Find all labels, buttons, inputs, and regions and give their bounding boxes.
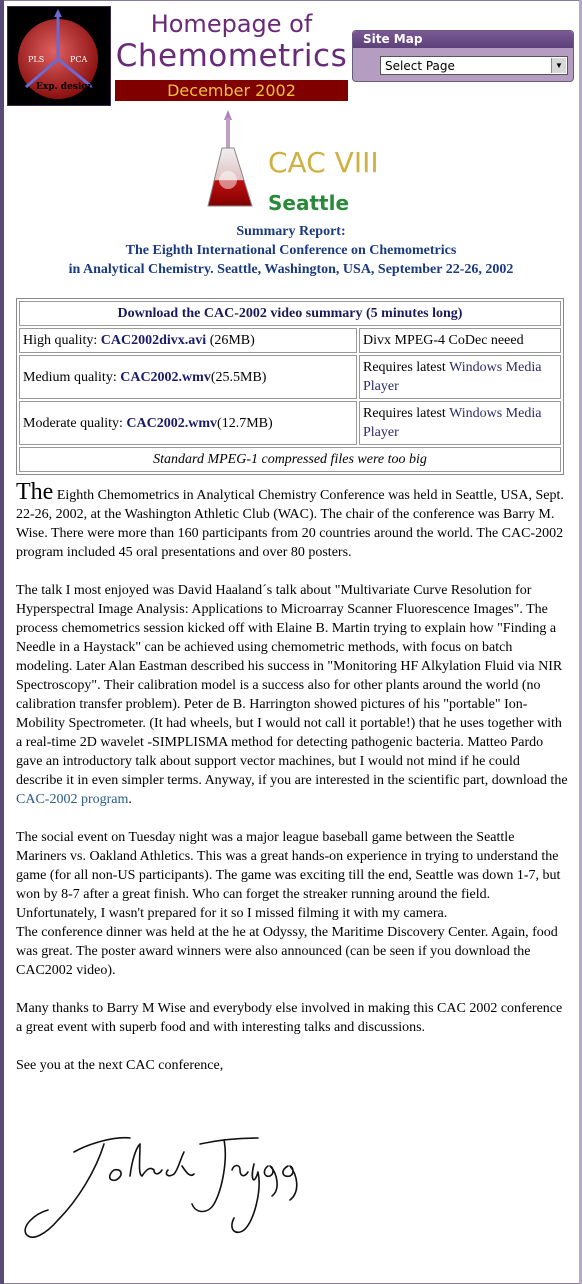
download-link-divx[interactable]: CAC2002divx.avi: [100, 333, 207, 348]
file-size: (12.7MB): [217, 415, 273, 431]
article-paragraph-3: [16, 828, 568, 923]
paragraph-text: .: [128, 792, 132, 807]
site-map-header: [353, 31, 573, 48]
download-table: [16, 298, 564, 475]
article-paragraph-4: [16, 999, 568, 1037]
table-cell-note: [359, 401, 561, 445]
table-cell-note: [359, 355, 561, 399]
table-row: [19, 328, 561, 353]
select-page-dropdown[interactable]: [380, 56, 568, 75]
article-body: [16, 479, 568, 1094]
summary-line2: The Eighth International Conference on Chemometrics: [125, 243, 457, 258]
summary-line3: in Analytical Chemistry. Seattle, Washington, USA, September 22-26, 2002: [68, 262, 514, 277]
table-cell-quality: [19, 355, 357, 399]
download-table-footer: Standard MPEG-1 compressed files were too big: [19, 447, 561, 472]
requirement-note: Requires latest: [363, 406, 450, 421]
cac-logo-city: Seattle: [268, 191, 350, 215]
paragraph-text: The conference dinner was held at the he at Odyssy, the Maritime Discovery Center. Again, food was great. The poster award winners were also announced (can be seen if you download the CAC2002 video).: [16, 925, 558, 978]
logo-pca-label: PCA: [70, 55, 88, 64]
quality-label: Medium quality:: [23, 369, 117, 385]
logo-expdesign-label: Exp. design: [36, 82, 95, 92]
download-link-wmv-medium[interactable]: CAC2002.wmv: [120, 369, 211, 385]
requirement-note: Requires latest: [363, 360, 450, 375]
paragraph-text: The talk I most enjoyed was David Haaland´s talk about "Multivariate Curve Resolution for Hyperspectral Image Analysis: Applications to Microarray Scanner Fluorescence Images". The process chemometrics session kicked off with Elaine B. Martin trying to explain how "Finding a Needle in a Haystack" can be achieved using chemometric methods, with focus on batch modeling. Later Alan Eastman described his success in "Monitoring HF Alkylation Fluid via NIR Spectroscopy". Their calibration model is a success also for other plants around the world (no calibration transfer problem). Peter de B. Harrington showed pictures of his "portable" Ion-Mobility Spectrometer. (It had wheels, but I would not call it portable!) that he uses together with a real-time 2D wavelet -SIMPLISMA method for detecting pathogenic bacteria. Matteo Pardo gave an introductory talk about support vector machines, but I would not mind if he could describe it in even simpler terms. Anyway, if you are interested in the scientific part, download the: [16, 583, 568, 788]
download-link-wmv-moderate[interactable]: CAC2002.wmv: [126, 415, 218, 431]
summary-line1: Summary Report:: [236, 224, 346, 239]
paragraph-text: Eighth Chemometrics in Analytical Chemistry Conference was held in Seattle, USA, Sept. 22-26, 2002, at the Washington Athletic Club (WAC). The chair of the conference was Barry M. Wise. There were more than 160 participants from 20 countries around the world. The CAC-2002 program included 45 oral presentations and over 80 posters.: [16, 488, 564, 560]
article-paragraph-3b: [16, 923, 568, 980]
paragraph-text: Many thanks to Barry M Wise and everybody else involved in making this CAC 2002 conference a great event with superb food and with interesting talks and discussions.: [16, 1001, 563, 1035]
summary-heading: [16, 222, 566, 279]
windows-media-player-link[interactable]: Windows Media Player: [363, 406, 542, 440]
issue-date: December 2002: [115, 80, 348, 101]
site-map-label: Site Map: [363, 32, 423, 46]
article-paragraph-2: [16, 581, 568, 809]
file-size: (25.5MB): [210, 369, 267, 385]
site-title-line1: Homepage of: [150, 10, 313, 38]
download-table-header: Download the CAC-2002 video summary (5 minutes long): [19, 301, 561, 326]
logo-graphic: [8, 7, 110, 105]
windows-media-player-link[interactable]: Windows Media Player: [363, 360, 542, 394]
paragraph-text: The social event on Tuesday night was a major league baseball game between the Seattle Mariners vs. Oakland Athletics. This was a great hands-on experience in trying to understand the game (for all non-US participants). The game was exciting till the end, Seattle was down 1-7, but won by 8-7 after a great finish. Who can forget the streaker running around the field. Unfortunately, I wasn't prepared for it so I missed filming it with my camera.: [16, 830, 561, 921]
left-border: [0, 0, 4, 1284]
logo-pls-label: PLS: [28, 55, 45, 64]
dropcap: The: [16, 479, 54, 505]
site-title-line2: Chemometrics: [115, 38, 348, 74]
table-cell-quality: [19, 328, 357, 353]
cac-program-link[interactable]: CAC-2002 program: [16, 792, 129, 807]
file-size: (26MB): [206, 333, 255, 348]
cac-viii-logo: [210, 110, 379, 218]
cac-logo-text: CAC VIII: [268, 146, 379, 179]
table-cell-note: [359, 328, 561, 353]
handwritten-signature: [18, 1130, 308, 1248]
table-row: [19, 401, 561, 445]
chevron-down-icon[interactable]: ▼: [551, 58, 566, 73]
quality-label: High quality:: [23, 333, 98, 348]
table-cell-quality: [19, 401, 357, 445]
requirement-note: Divx MPEG-4 CoDec neeed: [363, 333, 524, 348]
article-paragraph-1: [16, 479, 568, 562]
quality-label: Moderate quality:: [23, 415, 123, 431]
table-row: [19, 355, 561, 399]
select-page-value: Select Page: [385, 59, 455, 73]
paragraph-text: See you at the next CAC conference,: [16, 1058, 224, 1073]
chemometrics-logo[interactable]: [7, 6, 111, 106]
article-paragraph-5: [16, 1056, 568, 1075]
site-map-box: [352, 30, 574, 82]
